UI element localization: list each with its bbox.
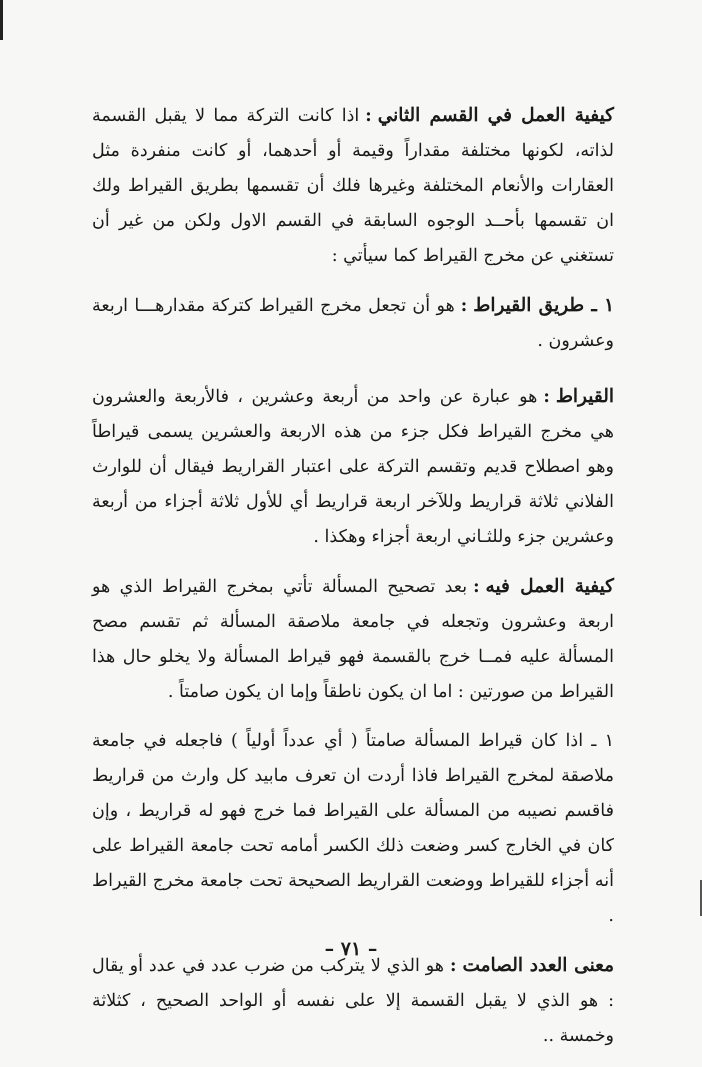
paragraph-silent-number-meaning: [92, 948, 614, 1054]
paragraph-silent-qirat: [92, 724, 614, 934]
heading-term: كيفية العمل فيه: [485, 576, 614, 597]
heading-term: كيفية العمل في القسم الثاني: [377, 105, 614, 126]
paragraph-text: هو أن تجعل مخرج القيراط كتركة مقدارهـــا اربعة وعشرون .: [92, 296, 614, 351]
page-number: – ٧١ –: [324, 938, 378, 960]
colon-separator: :: [450, 956, 457, 976]
heading-term: ١ ـ طريق القيراط: [473, 295, 615, 316]
paragraph-text: ١ ـ اذا كان قيراط المسألة صامتاً ( أي عدداً أولياً ) فاجعله في جامعة ملاصقة لمخرج القيراط فاذا أردت ان تعرف مابيد كل وارث من قراريط فاقسم نصيبه من المسألة على القيراط فما خرج فهو له قراريط ، وإن كان في الخارج كسر وضعت ذلك الكسر أمامه تحت جامعة القيراط على أنه أجزاء للقيراط ووضعت القراريط الصحيحة تحت جامعة مخرج القيراط .: [92, 731, 614, 926]
heading-term: معنى العدد الصامت: [462, 955, 614, 976]
paragraph-text: هو الذي لا يتركب من ضرب عدد في عدد أو يقال : هو الذي لا يقبل القسمة إلا على نفسه أو الواحد الصحيح ، كثلاثة وخمسة ..: [92, 956, 614, 1046]
paragraph-qirat-method: [92, 288, 614, 359]
paragraph-text: بعد تصحيح المسألة تأتي بمخرج القيراط الذي هو اربعة وعشرون وتجعله في جامعة ملاصقة المسألة ثم تقسم مصح المسألة عليه فمــا خرج بالقسمة فهو قيراط المسألة ولا يخلو حال هذا القيراط من صورتين : اما ان يكون ناطقاً وإما ان يكون صامتاً .: [92, 577, 614, 702]
colon-separator: :: [460, 296, 468, 316]
colon-separator: :: [365, 106, 372, 126]
heading-term: القيراط: [555, 386, 614, 407]
scan-edge-mark: [0, 0, 3, 40]
paragraph-text: اذا كانت التركة مما لا يقبل القسمة لذاته، لكونها مختلفة مقداراً وقيمة أو أحدهما، أو كانت منفردة مثل العقارات والأنعام المختلفة وغيرها فلك أن تقسمها بطريق القيراط ولك ان تقسمها بأحــد الوجوه السابقة في القسم الاول ولكن من غير أن تستغني عن مخرج القيراط كما سيأتي :: [92, 106, 614, 266]
paragraph-method-in-it: [92, 569, 614, 710]
paragraph-qirat-definition: [92, 379, 614, 555]
paragraph-text: هو عبارة عن واحد من أربعة وعشرين ، فالأربعة والعشرون هي مخرج القيراط فكل جزء من هذه الاربعة والعشرين يسمى قيراطاً وهو اصطلاح قديم وتقسم التركة على اعتبار القراريط فيقال أن للوارث الفلاني ثلاثة قراريط وللآخر اربعة قراريط أي للأول ثلاثة أجزاء من أربعة وعشرين جزء وللثـاني اربعة أجزاء وهكذا .: [92, 387, 614, 547]
paragraph-method-second-section: [92, 98, 614, 274]
colon-separator: :: [473, 577, 480, 597]
text-body: [92, 98, 614, 1054]
colon-separator: :: [543, 387, 550, 407]
